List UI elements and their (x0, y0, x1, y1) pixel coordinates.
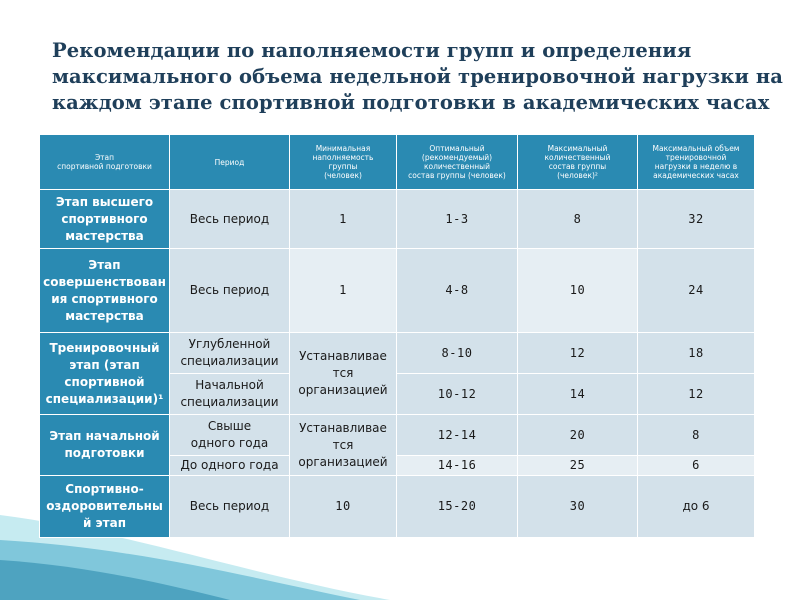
header-period: Период (170, 135, 290, 190)
table-row (40, 190, 755, 249)
stage-cell: Этап совершенствован ия спортивного мастерства (40, 249, 170, 333)
header-max-size: Максимальный количественный состав группы (человек)² (518, 135, 638, 190)
header-optimal-size: Оптимальный (рекомендуемый) количественный состав группы (человек) (397, 135, 518, 190)
min-size-cell: 1 (290, 249, 397, 333)
max-size-cell: 14 (518, 374, 638, 415)
max-load-cell: 32 (638, 190, 755, 249)
max-size-cell: 10 (518, 249, 638, 333)
max-load-cell: 18 (638, 333, 755, 374)
period-cell: До одного года (170, 456, 290, 476)
min-size-cell: 10 (290, 476, 397, 538)
max-size-cell: 25 (518, 456, 638, 476)
optimal-size-cell: 12-14 (397, 415, 518, 456)
header-max-load: Максимальный объем тренировочной нагрузки в неделю в академических часах (638, 135, 755, 190)
title-line: Рекомендации по наполняемости групп и определения (52, 39, 692, 62)
max-load-cell: до 6 (638, 476, 755, 538)
max-size-cell: 30 (518, 476, 638, 538)
header-stage: Этап спортивной подготовки (40, 135, 170, 190)
stage-cell: Этап начальной подготовки (40, 415, 170, 476)
optimal-size-cell: 1-3 (397, 190, 518, 249)
optimal-size-cell: 15-20 (397, 476, 518, 538)
slide-title (52, 38, 784, 116)
max-load-cell: 6 (638, 456, 755, 476)
header-row (40, 135, 755, 190)
table-row (40, 476, 755, 538)
max-load-cell: 12 (638, 374, 755, 415)
table-row (40, 249, 755, 333)
optimal-size-cell: 10-12 (397, 374, 518, 415)
max-size-cell: 20 (518, 415, 638, 456)
stage-cell: Этап высшего спортивного мастерства (40, 190, 170, 249)
table-row (40, 415, 755, 456)
min-size-cell: Устанавливае тся организацией (290, 415, 397, 476)
table-row (40, 333, 755, 374)
stage-cell: Спортивно- оздоровительны й этап (40, 476, 170, 538)
max-size-cell: 12 (518, 333, 638, 374)
max-load-cell: 24 (638, 249, 755, 333)
period-cell: Свыше одного года (170, 415, 290, 456)
group-load-table (39, 134, 755, 538)
period-cell: Углубленной специализации (170, 333, 290, 374)
period-cell: Начальной специализации (170, 374, 290, 415)
optimal-size-cell: 14-16 (397, 456, 518, 476)
title-line: максимального объема недельной тренировочной нагрузки на (52, 65, 784, 88)
max-load-cell: 8 (638, 415, 755, 456)
optimal-size-cell: 4-8 (397, 249, 518, 333)
period-cell: Весь период (170, 476, 290, 538)
stage-cell: Тренировочный этап (этап спортивной специализации)¹ (40, 333, 170, 415)
period-cell: Весь период (170, 249, 290, 333)
min-size-cell: Устанавливае тся организацией (290, 333, 397, 415)
optimal-size-cell: 8-10 (397, 333, 518, 374)
max-size-cell: 8 (518, 190, 638, 249)
min-size-cell: 1 (290, 190, 397, 249)
period-cell: Весь период (170, 190, 290, 249)
header-min-size: Минимальная наполняемость группы (человек) (290, 135, 397, 190)
title-line: каждом этапе спортивной подготовки в академических часах (52, 91, 770, 114)
